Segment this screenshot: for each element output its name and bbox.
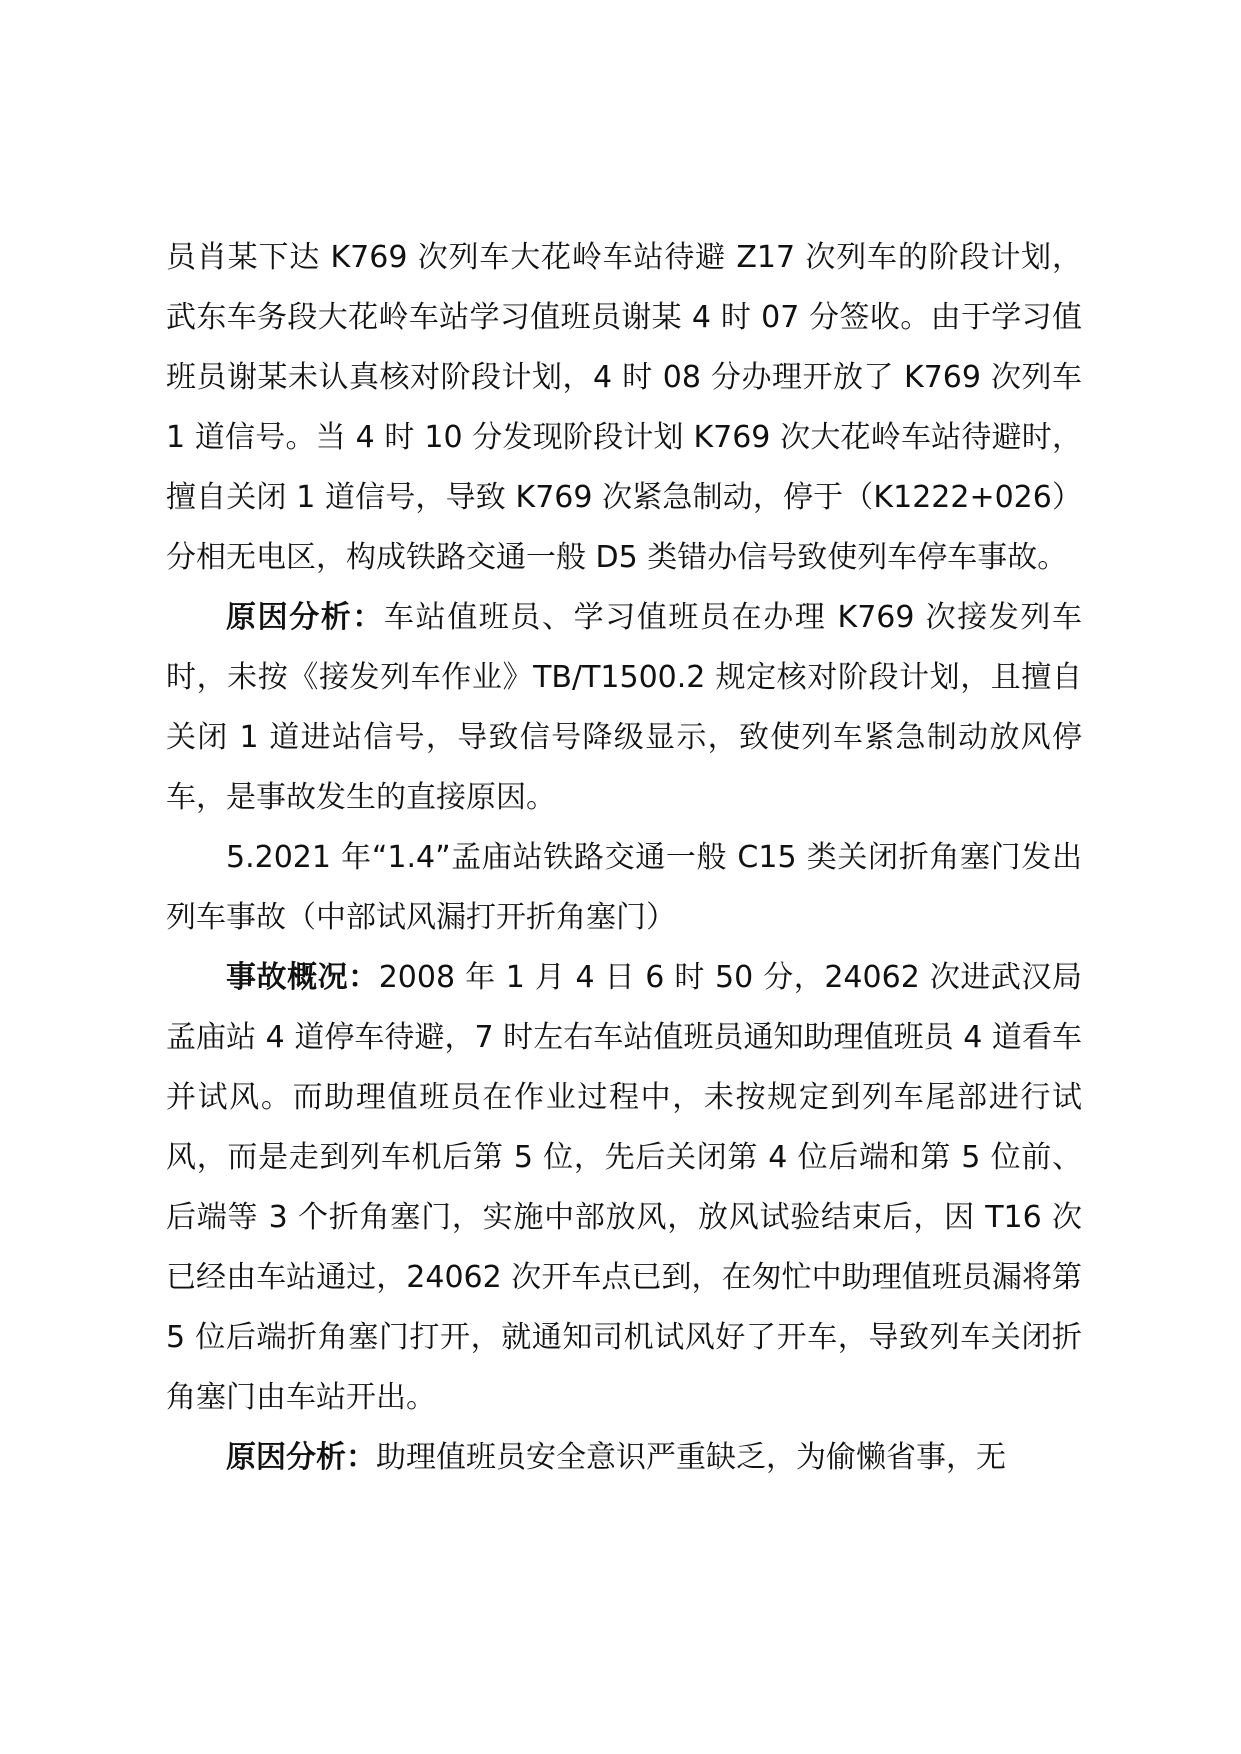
cause-analysis-heading: 原因分析：	[226, 600, 384, 635]
cause-analysis-heading: 原因分析：	[226, 1440, 376, 1475]
incident-overview-heading: 事故概况：	[226, 960, 379, 995]
paragraph-text: 2008 年 1 月 4 日 6 时 50 分，24062 次进武汉局孟庙站 4 道停车待避，7 时左右车站值班员通知助理值班员 4 道看车并试风。而助理值班员在作业过程中，未按规定到列车尾部进行试风，而是走到列车机后第 5 位，先后关闭第 4 位后端和第 5 位前、后端等 3 个折角塞门，实施中部放风，放风试验结束后，因 T16 次已经由车站通过，24062 次开车点已到，在匆忙中助理值班员漏将第 5 位后端折角塞门打开，就通知司机试风好了开车，导致列车关闭折角塞门由车站开出。	[166, 960, 1083, 1415]
paragraph-incident-overview	[166, 948, 1082, 1428]
paragraph-incident-description	[166, 228, 1082, 588]
incident-title-text: 5.2021 年“1.4”孟庙站铁路交通一般 C15 类关闭折角塞门发出列车事故（中部试风漏打开折角塞门）	[166, 840, 1082, 935]
paragraph-text: 助理值班员安全意识严重缺乏，为偷懒省事，无	[376, 1440, 1006, 1475]
document-body	[166, 228, 1082, 1488]
paragraph-cause-analysis-2	[166, 1428, 1082, 1488]
paragraph-text: 车站值班员、学习值班员在办理 K769 次接发列车时，未按《接发列车作业》TB/T1500.2 规定核对阶段计划，且擅自关闭 1 道进站信号，导致信号降级显示，致使列车紧急制动放风停车，是事故发生的直接原因。	[166, 600, 1082, 815]
incident-title	[166, 828, 1082, 948]
paragraph-text: 员肖某下达 K769 次列车大花岭车站待避 Z17 次列车的阶段计划，武东车务段大花岭车站学习值班员谢某 4 时 07 分签收。由于学习值班员谢某未认真核对阶段计划，4 时 08 分办理开放了 K769 次列车 1 道信号。当 4 时 10 分发现阶段计划 K769 次大花岭车站待避时，擅自关闭 1 道信号，导致 K769 次紧急制动，停于（K1222+026）分相无电区，构成铁路交通一般 D5 类错办信号致使列车停车事故。	[166, 240, 1082, 575]
paragraph-cause-analysis	[166, 588, 1082, 828]
